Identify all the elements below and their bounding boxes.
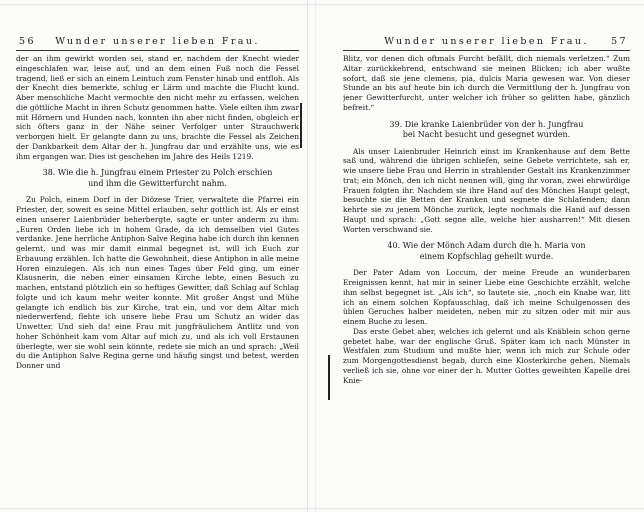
section-38-heading xyxy=(20,168,295,189)
right-running-head-title: Wunder unserer lieben Frau. xyxy=(384,36,589,47)
section-40-heading-line2: einem Kopfschlag geheilt wurde. xyxy=(419,251,554,261)
section-40-paragraph-1: Der Pater Adam von Loccum, der meine Freude an wunderbaren Ereignissen kennt, hat mir in seiner Liebe eine Geschichte erzählt, welche ihm selbst begegnet ist. „Als ich“, so lautete sie, „noch ein Knabe war, litt ich an einem solchen Kopfausschlag, daß ich meine Schulgenossen des üblen Geruches halber meideten, neben mir zu sitzen oder mit mir aus einem Buche zu lesen. xyxy=(343,268,630,326)
left-page-body xyxy=(16,54,299,371)
right-page xyxy=(343,36,630,506)
section-39-heading xyxy=(347,120,626,141)
left-running-header xyxy=(16,36,299,51)
right-running-header xyxy=(343,36,630,51)
margin-mark xyxy=(328,355,330,400)
section-40-paragraph-2: Das erste Gebet aber, welches ich gelernt und als Knäblein schon gerne gebetet habe, war der englische Gruß. Später kam ich nach Münster in Westfalen zum Studium und mußte hier, wenn ich mich zur Schule oder zum Morgengottesdienst begab, durch eine Klosterkirche gehen. Niemals verließ ich sie, ohne vor einer der h. Mutter Gottes geweihten Kapelle drei Knie- xyxy=(343,326,630,385)
right-page-body xyxy=(343,54,630,385)
bottom-page-edge xyxy=(0,508,644,509)
right-page-number: 57 xyxy=(611,36,628,47)
left-running-head-title: Wunder unserer lieben Frau. xyxy=(55,36,260,47)
gutter-shadow-light xyxy=(315,0,316,512)
section-39-heading-line2: bei Nacht besucht und gesegnet wurden. xyxy=(402,130,571,139)
section-40-heading xyxy=(347,241,626,262)
section-39-heading-line1: 39. Die kranke Laienbrüder von der h. Jungfrau xyxy=(389,119,584,129)
section-39-paragraph: Als unser Laienbruder Heinrich einst im Krankenhause auf dem Bette saß und, während die übrigen schliefen, seine Gebete verrichtete, sah er, wie unsere liebe Frau und Herrin in strahlender Gestalt ins Krankenzimmer trat; ein Mönch, den ich nicht nennen will, ging ihr voran, zwei ehrwürdige Frauen folgten ihr. Nachdem sie ihre Hand auf des Mönches Haupt gelegt, besuchte sie die Betten der Kranken und segnete die Schlafenden; dann kehrte sie zu jenem Mönche zurück, legte nochmals die Hand auf dessen Haupt und sprach: „Gott segne alle, welche hier ausharren!“ Mit diesen Worten verschwand sie. xyxy=(343,146,630,234)
top-page-edge xyxy=(0,4,644,5)
right-intro-paragraph: Blitz, vor denen dich oftmals Furcht befällt, dich niemals verletzen.“ Zum Altar zurückkehrend, entschwand sie meinen Blicken; ich aber wußte sofort, daß sie jene clemens, pia, dulcis Maria gewesen war. Von dieser Stunde an bis auf heute bin ich durch die Vermittlung der h. Jungfrau von jener Gewitterfurcht, unter welcher ich früher so gelitten habe, gänzlich befreit.“ xyxy=(343,54,630,112)
left-intro-paragraph: der an ihm gewirkt worden sei, stand er, nachdem der Knecht wieder eingeschlafen war, leise auf, und an dem einen Fuß noch die Fessel tragend, ließ er sich an einem Leintuch zum Fenster hinab und entfloh. Als der Knecht dies bemerkte, schlug er Lärm und machte die Flucht kund. Aber menschliche Macht vermochte den nicht mehr zu erfassen, welchen die göttliche Macht in ihren Schutz genommen hatte. Viele eilten ihm zwar mit Hörnern und Hunden nach, konnten ihn aber nicht finden, obgleich er sich öfters ganz in der Nähe seiner Verfolger unter Strauchwerk verborgen hielt. Er gelangte dann zu uns, brachte die Fessel als Zeichen der Dankbarkeit dem Altar der h. Jungfrau dar und erzählte uns, wie es ihm ergangen war. Dies ist geschehen im Jahre des Heils 1219. xyxy=(16,54,299,161)
section-38-heading-line2: und ihm die Gewitterfurcht nahm. xyxy=(88,178,227,188)
margin-mark xyxy=(300,103,302,148)
section-40-heading-line1: 40. Wie der Mönch Adam durch die h. Maria von xyxy=(387,241,586,251)
left-page-number: 56 xyxy=(19,36,36,47)
section-38-heading-line1: 38. Wie die h. Jungfrau einem Priester zu Polch erschien xyxy=(42,168,273,178)
section-38-paragraph: Zu Polch, einem Dorf in der Diözese Trier, verwaltete die Pfarrei ein Priester, der, soweit es seine Mittel erlauben, sehr gottlich ist. Als er einst einen unserer Laienbrüder beherbergte, sagte er unter anderm zu ihm: „Euren Orden liebe ich in hohem Grade, da ich demselben viel Gutes verdanke. Jene herrliche Antiphon Salve Regina habe ich durch ihn kennen gelernt, und was mir damit einmal begegnet ist, will ich Euch zur Erbauung erzählen. Ich hatte die Gewohnheit, diese Antiphon in alle meine Horen einzulegen. Als ich nun eines Tages über Feld ging, um einer Klausnerin, die neben einer einsamen Kirche lebte, einen Besuch zu machen, entstand plötzlich ein so heftiges Gewitter, daß Schlag auf Schlag folgte und ich kaum mehr weiter konnte. Mit großer Angst und Mühe gelangte ich endlich bis zur Kirche, trat ein, und vor dem Altar mich niederwerfend, flehte ich unsere liebe Frau um Schutz an wider das Unwetter. Und sieh da! eine Frau mit jungfräulichem Antlitz und von hoher Schönheit kam vom Altar auf mich zu, und als ich voll Erstaunen überlegte, wer sie wohl sein könnte, redete sie mich an und sprach: „Weil du die Antiphon Salve Regina gerne und häufig singst und betest, werden Donner und xyxy=(16,195,299,370)
gutter-shadow xyxy=(307,0,308,512)
left-page xyxy=(16,36,299,506)
